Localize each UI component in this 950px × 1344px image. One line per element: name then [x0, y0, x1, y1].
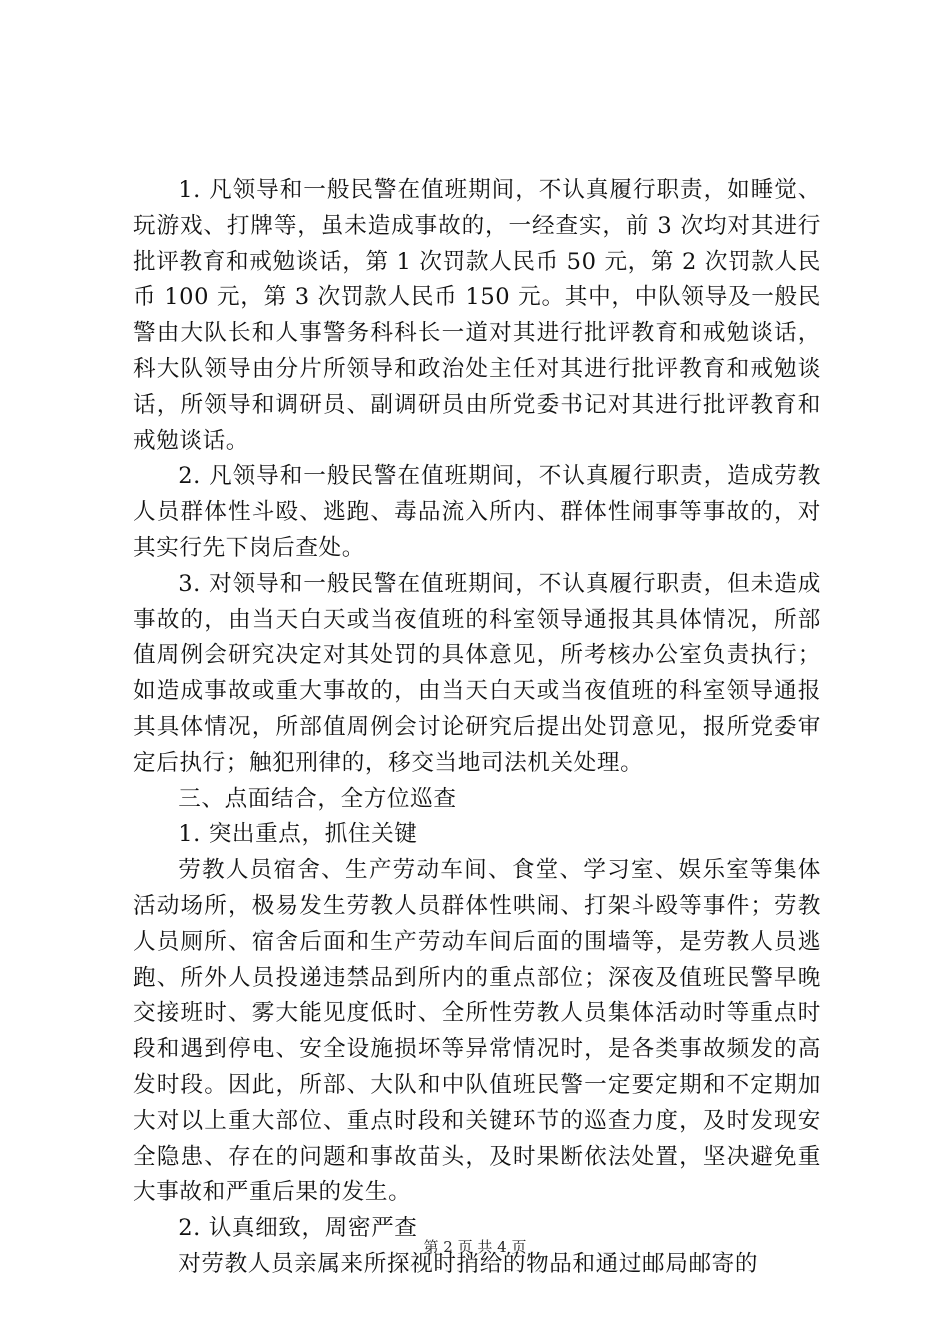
- paragraph-rule-2: 2. 凡领导和一般民警在值班期间，不认真履行职责，造成劳教人员群体性斗殴、逃跑、毒品流入所内、群体性闹事等事故的，对其实行先下岗后查处。: [133, 463, 821, 561]
- paragraph-visitor-items: 对劳教人员亲属来所探视时捎给的物品和通过邮局邮寄的: [178, 1250, 759, 1277]
- paragraph-rule-3: 3. 对领导和一般民警在值班期间，不认真履行职责，但未造成事故的，由当天白天或当夜值班的科室领导通报其具体情况，所部值周例会研究决定对其处罚的具体意见，所考核办公室负责执行；如造成事故或重大事故的，由当天白天或当夜值班的科室领导通报其具体情况，所部值周例会讨论研究后提出处罚意见，报所党委审定后执行；触犯刑律的，移交当地司法机关处理。: [133, 570, 821, 776]
- paragraph-rule-1: 1. 凡领导和一般民警在值班期间，不认真履行职责，如睡觉、玩游戏、打牌等，虽未造成事故的，一经查实，前 3 次均对其进行批评教育和戒勉谈话，第 1 次罚款人民币 50 元，第 2 次罚款人民币 100 元，第 3 次罚款人民币 150 元。其中，中队领导及一般民警由大队长和人事警务科科长一道对其进行批评教育和戒勉谈话，科大队领导由分片所领导和政治处主任对其进行批评教育和戒勉谈话，所领导和调研员、副调研员由所党委书记对其进行批评教育和戒勉谈话。: [133, 177, 821, 454]
- document-body: [133, 173, 821, 1283]
- paragraph-key-areas: 劳教人员宿舍、生产劳动车间、食堂、学习室、娱乐室等集体活动场所，极易发生劳教人员群体性哄闹、打架斗殴等事件；劳教人员厕所、宿舍后面和生产劳动车间后面的围墙等，是劳教人员逃跑、所外人员投递违禁品到所内的重点部位；深夜及值班民警早晚交接班时、雾大能见度低时、全所性劳教人员集体活动时等重点时段和遇到停电、安全设施损坏等异常情况时，是各类事故频发的高发时段。因此，所部、大队和中队值班民警一定要定期和不定期加大对以上重大部位、重点时段和关键环节的巡查力度，及时发现安全隐患、存在的问题和事故苗头，及时果断依法处置，坚决避免重大事故和严重后果的发生。: [133, 857, 821, 1206]
- section-heading-3: 三、点面结合，全方位巡查: [178, 785, 457, 812]
- subheading-focus-key-points: 1. 突出重点，抓住关键: [178, 821, 418, 848]
- page-footer: 第 2 页 共 4 页: [423, 1238, 527, 1256]
- subheading-careful-inspection: 2. 认真细致，周密严查: [178, 1215, 418, 1242]
